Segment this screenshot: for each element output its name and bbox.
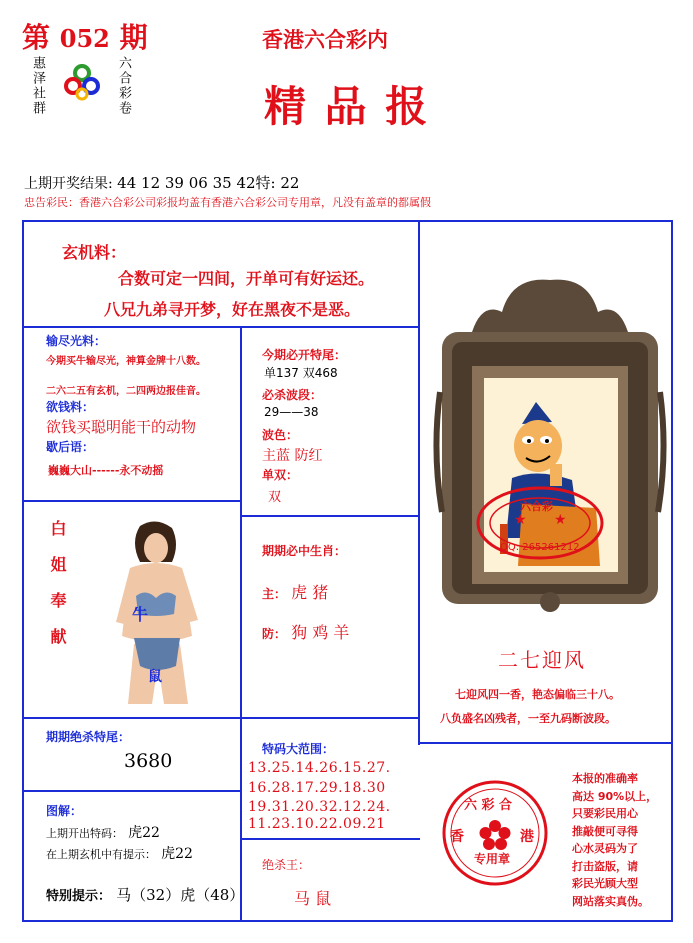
jueshawang-title: 绝杀王： [262,858,311,872]
left-panel-divider [22,500,242,502]
fanwei-bottom-divider [240,838,420,840]
ad-line: 高达 90%以上， [572,789,658,803]
results-line [24,172,299,193]
danshuang-title: 单双： [262,468,299,482]
mid-panel-divider [240,515,420,517]
fanwei-title: 特码大范围： [262,742,335,756]
ad-line: 彩民光顾大型 [572,877,638,890]
tujie-line1 [46,822,160,842]
xuanji-line1: 合数可定一四间，开单可有好运还。 [118,269,375,288]
shengxiao-fang [262,620,349,643]
lottery-logo-icon [62,62,102,102]
tebie-label: 特别提示： [46,889,112,904]
seal-top: 六 彩 合 [464,798,513,813]
photo-bottom-divider [22,717,420,719]
ad-line: 只要彩民用心 [572,807,638,820]
shengxiao-fang-value: 狗 鸡 羊 [291,623,350,642]
danshuang-text: 双 [268,490,282,505]
issue-suffix: 期 [119,21,148,54]
ad-line: 推敲便可寻得 [572,824,638,838]
caption-bottom-divider [418,742,673,744]
shengxiao-main-value: 虎 猪 [291,583,329,602]
stamp-text: 六合彩 [520,500,553,513]
accuracy-ad [572,770,657,910]
issue-prefix: 第 [22,21,51,54]
jueshate-title: 期期绝杀特尾： [46,730,131,744]
xuanji-hint-text: 二六二五有玄机，二四两边报佳音。 [46,386,206,397]
issue-no: 052 [59,24,110,53]
jueshate-value: 3680 [124,750,173,772]
bosha-text: 29——38 [264,405,319,419]
svg-text:★: ★ [514,512,527,528]
fanwei-row: 19.31.20.32.12.24. [248,799,391,815]
stamp-qq: QQ: 265261212 [500,542,580,553]
tujie-line2-value: 虎22 [161,846,193,862]
publisher-right: 六合彩卷 [116,56,131,116]
tujie-line2-label: 在上期玄机中有提示： [46,848,156,861]
fanwei-row: 16.28.17.29.18.30 [248,780,386,796]
xiehouyu-title: 歇后语： [46,440,95,454]
caption-line1: 七迎风四一香，艳态偏临三十八。 [455,688,620,701]
shengxiao-main [262,580,328,603]
fanwei-row: 13.25.14.26.15.27. [248,760,391,776]
weishu-text: 单137 双468 [264,366,338,380]
results-label: 上期开奖结果: [24,176,113,192]
bose-text: 主蓝 防红 [262,448,323,464]
ad-line: 心水灵码为了 [572,842,638,855]
yuqian-title: 欲钱料： [46,400,95,414]
yuqian-text: 欲钱买聪明能干的动物 [46,418,197,436]
ad-line: 本报的准确率 [572,772,638,785]
shuguang-text: 今期买牛输尽光，神算金牌十八数。 [46,356,206,367]
shengxiao-main-label: 主： [262,587,287,601]
seal-left: 香 [450,829,464,845]
seal-bottom: 专用章 [474,852,511,866]
caption-title: 二七迎风 [498,648,586,672]
warning-line: 忠告彩民：香港六合彩公司彩报均盖有香港六合彩公司专用章，凡没有盖章的都属假 [24,196,431,209]
tujie-line2 [46,843,193,863]
publisher-left: 惠泽社群 [30,56,45,116]
jueshate-bottom-divider [22,790,242,792]
bosha-title: 必杀波段： [262,388,323,402]
tujie-line1-value: 虎22 [128,825,160,841]
caption-line2: 八负盛名凶残者，一至九码断波段。 [440,712,616,725]
xuanji-title: 玄机料： [62,243,127,262]
svg-text:★: ★ [554,512,567,528]
bose-title: 波色： [262,428,299,442]
outer-bottom-border [22,920,673,922]
shengxiao-title: 期期必中生肖： [262,544,347,558]
fanwei-row: 11.23.10.22.09.21 [248,816,386,832]
photo-caption: 白姐奉献 [48,520,67,664]
shengxiao-fang-label: 防： [262,627,287,641]
xiehouyu-text: 巍巍大山------永不动摇 [48,464,164,477]
weishu-title: 今期必开特尾： [262,348,347,362]
left-mid-divider [240,326,242,920]
tebie-value: 马（32）虎（48） [116,886,245,904]
top-title: 香港六合彩内 [262,27,388,52]
xuanji-line2: 八兄九弟寻开梦，好在黑夜不是恶。 [104,300,361,319]
xuanji-bottom-divider [22,326,420,328]
center-divider [418,220,420,745]
photo-label-shu: 鼠 [148,669,162,685]
ad-line: 网站落实真伪。 [572,894,649,908]
outer-right-border [671,220,673,922]
tujie-title: 图解： [46,804,83,818]
results-numbers: 44 12 39 06 35 42特: 22 [117,174,300,192]
ad-line: 打击盗版，请 [572,859,638,873]
tebie-line [46,884,244,905]
issue-number [22,16,148,56]
big-title: 精 品 报 [264,82,430,131]
seal-right: 港 [520,829,534,845]
jueshawang-value: 马 鼠 [294,889,332,908]
tujie-line1-label: 上期开出特码： [46,827,123,840]
shuguang-title: 输尽光料： [46,334,107,348]
photo-label-niu: 牛 [132,605,149,624]
outer-top-border [22,220,673,222]
